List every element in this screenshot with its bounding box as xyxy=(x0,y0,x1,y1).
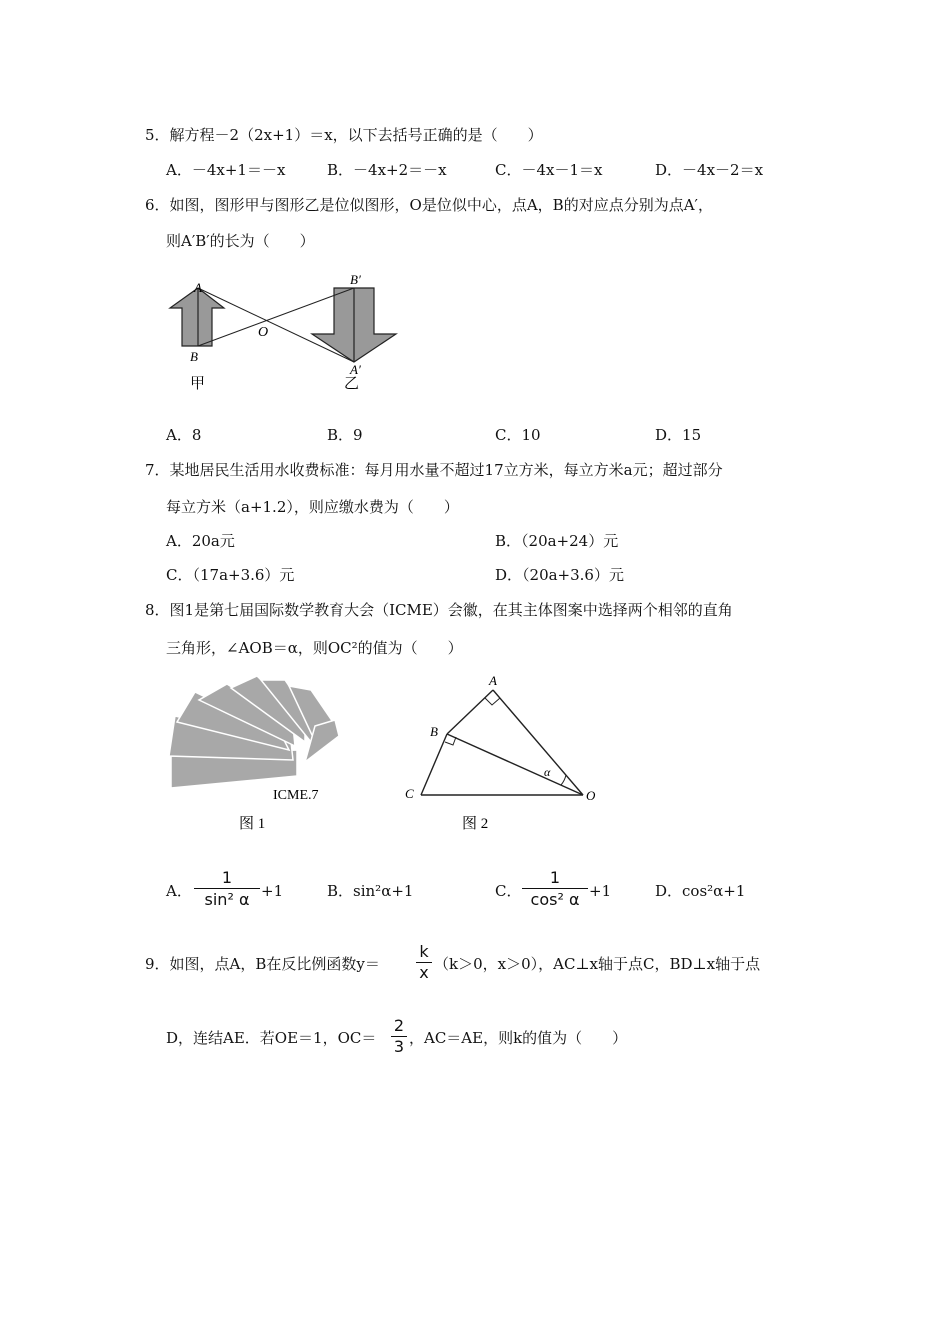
fig2-label-c: C xyxy=(405,786,414,801)
q9-line1-a: 9．如图，点A，B在反比例函数y＝ xyxy=(145,955,380,973)
fig2-label-alpha: α xyxy=(544,765,551,779)
q7-option-d: D．（20a+3.6）元 xyxy=(495,566,624,584)
q5-stem: 5．解方程－2（2x+1）＝x，以下去括号正确的是（ ） xyxy=(145,126,543,144)
q6-stem-line2: 则A′B′的长为（ ） xyxy=(166,232,315,250)
q9-fraction-k-over-x xyxy=(416,942,432,983)
label-o: O xyxy=(258,325,269,340)
q6-option-a: A．8 xyxy=(166,426,202,444)
q8-option-a-numerator: 1 xyxy=(221,868,233,887)
q5-option-d: D．－4x－2＝x xyxy=(655,161,764,179)
q8-figure2-triangles xyxy=(400,672,610,834)
label-a-prime: A′ xyxy=(350,362,361,377)
fig2-label-b: B xyxy=(430,724,438,739)
q9-line1-b: （k＞0，x＞0），AC⊥x轴于点C，BD⊥x轴于点 xyxy=(434,955,761,973)
q9-frac1-denominator: x xyxy=(416,962,432,983)
q5-option-a: A．－4x+1＝－x xyxy=(166,161,286,179)
q9-frac2-denominator: 3 xyxy=(391,1036,407,1057)
icme-text: ICME.7 xyxy=(273,788,319,803)
q7-stem-line1: 7．某地居民生活用水收费标准：每月用水量不超过17立方米，每立方米a元；超过部分 xyxy=(145,461,723,479)
fig2-caption: 图 2 xyxy=(462,816,489,832)
q8-option-b: B．sin²α+1 xyxy=(327,882,414,900)
q8-figure1-icme-logo xyxy=(165,672,350,834)
q8-option-c-prefix: C． xyxy=(495,882,522,900)
label-a: A xyxy=(194,280,202,295)
q8-option-a-fraction xyxy=(194,868,260,911)
fig2-label-o: O xyxy=(586,788,596,803)
q8-stem-line2: 三角形，∠AOB＝α，则OC²的值为（ ） xyxy=(166,639,463,657)
q7-stem-line2: 每立方米（a+1.2），则应缴水费为（ ） xyxy=(166,498,459,516)
q9-frac1-numerator: k xyxy=(419,942,429,961)
q5-option-c: C．－4x－1＝x xyxy=(495,161,603,179)
q7-option-c: C．（17a+3.6）元 xyxy=(166,566,295,584)
q8-option-a-suffix: +1 xyxy=(261,882,284,900)
label-b: B xyxy=(190,349,198,364)
q8-option-c-denominator: cos² α xyxy=(522,888,588,911)
q9-line2-b: ，AC＝AE，则k的值为（ ） xyxy=(409,1029,628,1047)
fig1-caption: 图 1 xyxy=(239,816,266,832)
q6-option-d: D．15 xyxy=(655,426,702,444)
label-b-prime: B′ xyxy=(350,272,361,287)
q6-option-b: B．9 xyxy=(327,426,363,444)
q7-option-b: B．（20a+24）元 xyxy=(495,532,619,550)
fig2-label-a: A xyxy=(489,673,497,688)
q5-option-b: B．－4x+2＝－x xyxy=(327,161,447,179)
q8-option-c-suffix: +1 xyxy=(589,882,612,900)
label-yi: 乙 xyxy=(344,376,360,392)
q8-option-c-numerator: 1 xyxy=(549,868,561,887)
q8-option-d: D．cos²α+1 xyxy=(655,882,746,900)
q9-fraction-2-over-3 xyxy=(391,1016,407,1057)
q9-frac2-numerator: 2 xyxy=(393,1016,405,1035)
label-jia: 甲 xyxy=(190,376,206,392)
q7-option-a: A．20a元 xyxy=(166,532,235,550)
q9-line2-a: D，连结AE．若OE＝1，OC＝ xyxy=(166,1029,377,1047)
q6-stem-line1: 6．如图，图形甲与图形乙是位似图形，O是位似中心，点A，B的对应点分别为点A′， xyxy=(145,196,713,214)
q8-option-c-fraction xyxy=(522,868,588,911)
q8-option-a-prefix: A． xyxy=(166,882,192,900)
q6-option-c: C．10 xyxy=(495,426,541,444)
q8-option-a-denominator: sin² α xyxy=(194,888,260,911)
q8-stem-line1: 8．图1是第七届国际数学教育大会（ICME）会徽，在其主体图案中选择两个相邻的直角 xyxy=(145,601,733,619)
q6-figure xyxy=(160,262,410,398)
line-a-a2 xyxy=(198,288,354,362)
